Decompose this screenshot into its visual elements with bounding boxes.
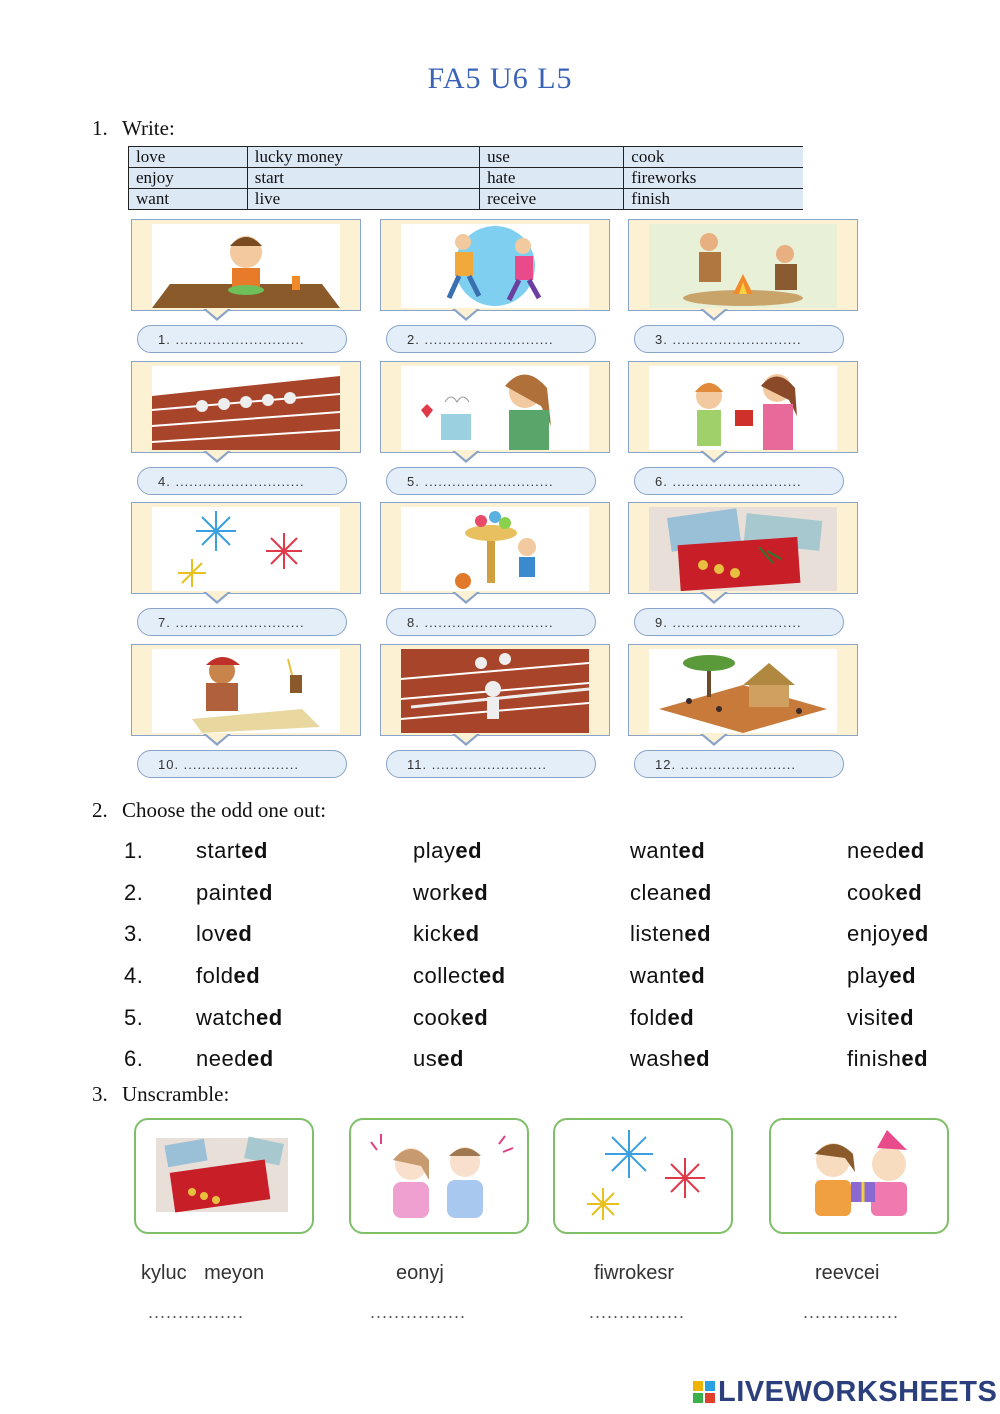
word-stem: visit: [847, 1005, 888, 1030]
word-suffix: ed: [255, 1005, 283, 1030]
word-stem: clean: [630, 880, 686, 905]
odd-row-number: 3.: [124, 921, 144, 946]
scrambled-word: kyluc meyon: [141, 1262, 265, 1284]
odd-word-option[interactable]: [847, 921, 929, 947]
odd-word-option[interactable]: [196, 1046, 274, 1072]
woman-eating-noodles-image: [401, 366, 589, 450]
logo-text: LIVEWORKSHEETS: [718, 1376, 998, 1408]
word-cell: lucky money: [247, 147, 479, 168]
word-suffix: ed: [683, 1046, 711, 1071]
race-start-image: [152, 366, 340, 450]
fireworks-image: [152, 507, 340, 591]
word-stem: watch: [196, 1005, 256, 1030]
answer-input[interactable]: 6. ............................: [634, 467, 844, 495]
answer-input[interactable]: 9. ............................: [634, 608, 844, 636]
word-stem: want: [630, 963, 679, 988]
odd-word-option[interactable]: [630, 921, 711, 947]
answer-input[interactable]: 2. ............................: [386, 325, 596, 353]
odd-word-option[interactable]: [630, 963, 705, 989]
answer-input[interactable]: 11. .........................: [386, 750, 596, 778]
odd-word-option[interactable]: [196, 880, 273, 906]
odd-word-option[interactable]: [413, 880, 488, 906]
section-1-heading: 1. Write:: [92, 116, 175, 140]
word-suffix: ed: [685, 880, 712, 905]
odd-word-option[interactable]: [847, 963, 916, 989]
word-stem: want: [630, 838, 679, 863]
odd-word-option[interactable]: [413, 1046, 464, 1072]
logo-icon: [693, 1378, 715, 1400]
odd-word-option[interactable]: [847, 838, 925, 864]
answer-input[interactable]: 3. ............................: [634, 325, 844, 353]
odd-word-option[interactable]: [196, 921, 252, 947]
word-suffix: ed: [437, 1046, 464, 1071]
liveworksheets-logo[interactable]: [693, 1376, 997, 1409]
odd-word-option[interactable]: [847, 1005, 914, 1031]
word-cell: want: [129, 189, 248, 210]
word-suffix: ed: [478, 963, 506, 988]
word-suffix: ed: [452, 921, 480, 946]
unscramble-card-receive: [769, 1118, 949, 1234]
race-finish-image: [401, 649, 589, 733]
unscramble-card-fireworks: [553, 1118, 733, 1234]
word-stem: us: [413, 1046, 438, 1071]
odd-word-option[interactable]: [630, 1046, 710, 1072]
child-reaching-candy-image: [401, 507, 589, 591]
word-stem: fold: [630, 1005, 668, 1030]
odd-row-number: 6.: [124, 1046, 144, 1071]
answer-input[interactable]: 10. .........................: [137, 750, 347, 778]
answer-input[interactable]: 7. ............................: [137, 608, 347, 636]
cavemen-cooking-image: [649, 224, 837, 308]
word-suffix: ed: [233, 963, 261, 988]
unscramble-card-lucky-money: [134, 1118, 314, 1234]
odd-word-option[interactable]: [630, 880, 712, 906]
word-cell: use: [480, 147, 624, 168]
section-2-heading: 2. Choose the odd one out:: [92, 798, 327, 822]
word-suffix: ed: [246, 880, 273, 905]
word-cell: start: [247, 168, 479, 189]
lucky-money-envelopes-image: [649, 507, 837, 591]
section-3-heading: 3. Unscramble:: [92, 1082, 230, 1106]
answer-input[interactable]: 8. ............................: [386, 608, 596, 636]
scrambled-word: eonyj: [396, 1262, 444, 1284]
village-hut-image: [649, 649, 837, 733]
word-cell: enjoy: [129, 168, 248, 189]
word-cell: fireworks: [624, 168, 803, 189]
word-stem: play: [847, 963, 890, 988]
word-cell: love: [129, 147, 248, 168]
word-stem: kick: [413, 921, 453, 946]
word-suffix: ed: [678, 963, 706, 988]
word-suffix: ed: [461, 1005, 489, 1030]
word-bank-table: [128, 146, 803, 210]
answer-input[interactable]: 5. ............................: [386, 467, 596, 495]
odd-word-option[interactable]: [413, 921, 480, 947]
word-stem: fold: [196, 963, 234, 988]
word-suffix: ed: [461, 880, 489, 905]
word-stem: paint: [196, 880, 247, 905]
word-stem: collect: [413, 963, 479, 988]
odd-word-option[interactable]: [413, 838, 482, 864]
word-stem: play: [413, 838, 456, 863]
word-suffix: ed: [887, 1005, 915, 1030]
unscramble-answer-input[interactable]: ................: [148, 1302, 245, 1322]
worksheet-title: FA5 U6 L5: [427, 62, 573, 95]
word-suffix: ed: [678, 838, 706, 863]
word-cell: finish: [624, 189, 803, 210]
scrambled-word: fiwrokesr: [594, 1262, 675, 1284]
word-stem: need: [196, 1046, 247, 1071]
word-stem: cook: [413, 1005, 462, 1030]
unscramble-answer-input[interactable]: ................: [370, 1302, 467, 1322]
man-crafting-image: [152, 649, 340, 733]
odd-word-option[interactable]: [847, 880, 922, 906]
odd-word-option[interactable]: [413, 1005, 488, 1031]
odd-row-number: 2.: [124, 880, 144, 905]
word-suffix: ed: [895, 880, 923, 905]
boy-disliking-food-image: [152, 224, 340, 308]
word-stem: enjoy: [847, 921, 903, 946]
people-jumping-image: [401, 224, 589, 308]
word-suffix: ed: [901, 1046, 929, 1071]
word-stem: start: [196, 838, 242, 863]
odd-word-option[interactable]: [847, 1046, 928, 1072]
answer-input[interactable]: 1. ............................: [137, 325, 347, 353]
unscramble-answer-input[interactable]: ................: [589, 1302, 686, 1322]
answer-input[interactable]: 12. .........................: [634, 750, 844, 778]
word-cell: hate: [480, 168, 624, 189]
odd-word-option[interactable]: [413, 963, 506, 989]
word-stem: work: [413, 880, 462, 905]
odd-word-option[interactable]: [630, 838, 705, 864]
unscramble-answer-input[interactable]: ................: [803, 1302, 900, 1322]
scrambled-word: reevcei: [815, 1262, 880, 1284]
odd-word-option[interactable]: [630, 1005, 694, 1031]
odd-row-number: 5.: [124, 1005, 144, 1030]
word-stem: lov: [196, 921, 226, 946]
word-suffix: ed: [889, 963, 917, 988]
word-suffix: ed: [241, 838, 268, 863]
odd-row-number: 4.: [124, 963, 144, 988]
word-suffix: ed: [246, 1046, 274, 1071]
word-stem: listen: [630, 921, 685, 946]
odd-word-option[interactable]: [196, 838, 268, 864]
word-stem: need: [847, 838, 898, 863]
word-suffix: ed: [225, 921, 253, 946]
odd-word-option[interactable]: [196, 963, 260, 989]
word-stem: cook: [847, 880, 896, 905]
word-cell: live: [247, 189, 479, 210]
word-suffix: ed: [897, 838, 925, 863]
odd-row-number: 1.: [124, 838, 144, 863]
girl-receiving-gift-image: [649, 366, 837, 450]
word-suffix: ed: [667, 1005, 695, 1030]
unscramble-card-enjoy: [349, 1118, 529, 1234]
word-suffix: ed: [455, 838, 483, 863]
odd-word-option[interactable]: [196, 1005, 283, 1031]
word-cell: cook: [624, 147, 803, 168]
word-suffix: ed: [902, 921, 929, 946]
answer-input[interactable]: 4. ............................: [137, 467, 347, 495]
word-stem: finish: [847, 1046, 902, 1071]
word-stem: wash: [630, 1046, 684, 1071]
word-cell: receive: [480, 189, 624, 210]
word-suffix: ed: [684, 921, 712, 946]
